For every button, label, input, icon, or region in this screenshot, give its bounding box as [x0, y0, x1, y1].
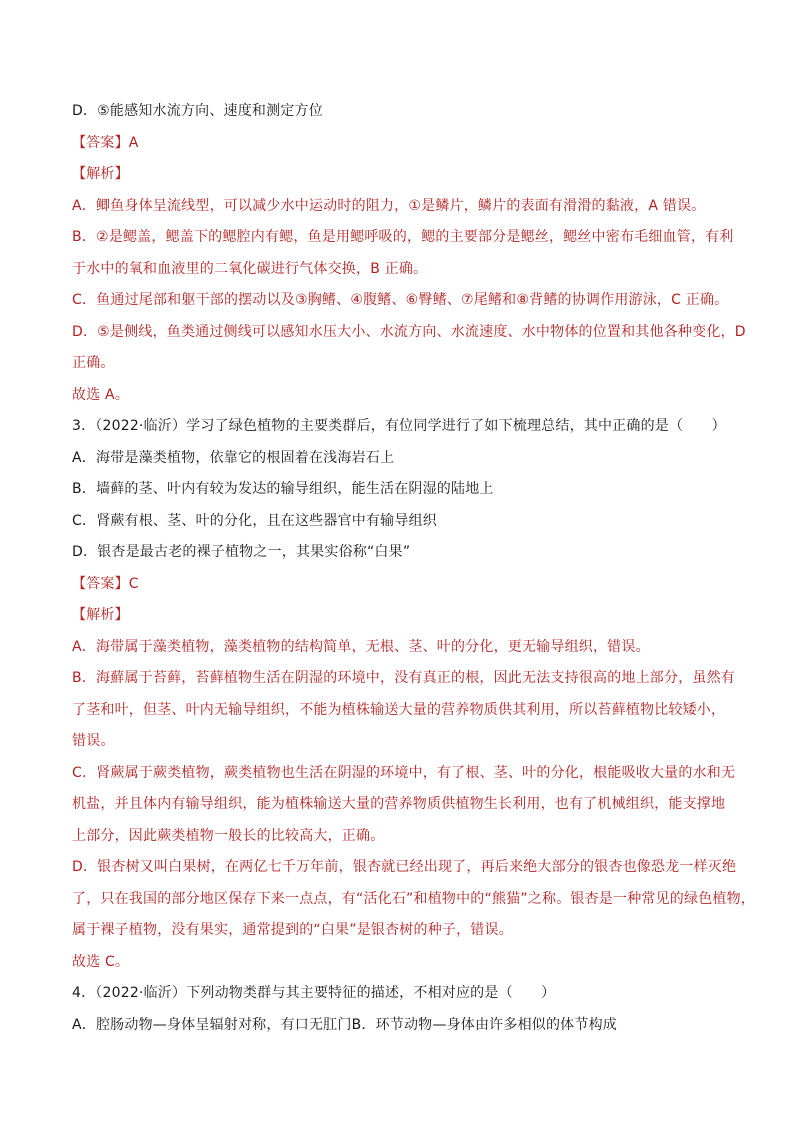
q2-analysis-d-2: 正确。: [72, 355, 115, 371]
q3-option-c: C．肾蕨有根、茎、叶的分化，且在这些器官中有输导组织: [72, 512, 437, 529]
q3-analysis-c-3: 上部分，因此蕨类植物一般长的比较高大，正确。: [72, 827, 385, 844]
q3-analysis-d-3: 属于裸子植物，没有果实，通常提到的“白果”是银杏树的种子，错误。: [72, 922, 513, 938]
q3-option-a: A．海带是藻类植物，依靠它的根固着在浅海岩石上: [72, 449, 395, 466]
q2-analysis-a: A．鲫鱼身体呈流线型，可以减少水中运动时的阻力，①是鳞片，鳞片的表面有滑滑的黏液，A 错误。: [72, 197, 706, 214]
q2-analysis-d-1: D．⑤是侧线，鱼类通过侧线可以感知水压大小、水流方向、水流速度、水中物体的位置和其他各种变化，D: [72, 323, 746, 340]
q3-answer: 【答案】C: [72, 575, 139, 592]
q3-analysis-d-1: D．银杏树又叫白果树，在两亿七千万年前，银杏就已经出现了，再后来绝大部分的银杏也像恐龙一样灭绝: [72, 859, 737, 875]
q2-option-d: D．⑤能感知水流方向、速度和测定方位: [72, 103, 323, 119]
q2-answer: 【答案】A: [72, 134, 139, 151]
q3-analysis-a: A．海带属于藻类植物，藻类植物的结构简单，无根、茎、叶的分化，更无输导组织，错误。: [72, 638, 650, 655]
q3-option-b: B．墙藓的茎、叶内有较为发达的输导组织，能生活在阴湿的陆地上: [72, 481, 494, 497]
q2-analysis-tag: 【解析】: [72, 166, 129, 182]
q2-analysis-b-1: B．②是鳃盖，鳃盖下的鳃腔内有鳃，鱼是用鳃呼吸的，鳃的主要部分是鳃丝，鳃丝中密布毛细血管，有利: [72, 229, 734, 245]
q3-stem: 3．（2022·临沂）学习了绿色植物的主要类群后，有位同学进行了如下梳理总结，其中正确的是（ ）: [72, 418, 726, 434]
q2-conclusion: 故选 A。: [72, 386, 130, 403]
q2-analysis-c: C．鱼通过尾部和躯干部的摆动以及③胸鳍、④腹鳍、⑥臀鳍、⑦尾鳍和⑧背鳍的协调作用游泳，C 正确。: [72, 292, 729, 308]
q3-conclusion: 故选 C。: [72, 953, 130, 970]
q2-analysis-b-2: 于水中的氧和血液里的二氧化碳进行气体交换，B 正确。: [72, 260, 428, 277]
document-page: [72, 96, 756, 1041]
q3-analysis-tag: 【解析】: [72, 607, 129, 623]
q4-option-ab: A．腔肠动物—身体呈辐射对称，有口无肛门B．环节动物—身体由许多相似的体节构成: [72, 1016, 617, 1033]
q4-stem: 4．（2022·临沂）下列动物类群与其主要特征的描述，不相对应的是（ ）: [72, 985, 556, 1001]
q3-option-d: D．银杏是最古老的裸子植物之一，其果实俗称“白果”: [72, 544, 411, 560]
q3-analysis-c-2: 机盐，并且体内有输导组织，能为植株输送大量的营养物质供植物生长利用，也有了机械组织，能支撑地: [72, 796, 726, 812]
q3-analysis-b-3: 错误。: [72, 733, 115, 749]
q3-analysis-d-2: 了，只在我国的部分地区保存下来一点点，有“活化石”和植物中的“熊猫”之称。银杏是一种常见的绿色植物，: [72, 890, 756, 907]
q3-analysis-b-2: 了茎和叶，但茎、叶内无输导组织，不能为植株输送大量的营养物质供其利用，所以苔藓植物比较矮小，: [72, 701, 726, 718]
q3-analysis-b-1: B．海蘚属于苔藓，苔藓植物生活在阴湿的环境中，没有真正的根，因此无法支持很高的地上部分，虽然有: [72, 670, 736, 686]
q3-analysis-c-1: C．肾蕨属于蕨类植物，蕨类植物也生活在阴湿的环境中，有了根、茎、叶的分化，根能吸收大量的水和无: [72, 764, 736, 781]
